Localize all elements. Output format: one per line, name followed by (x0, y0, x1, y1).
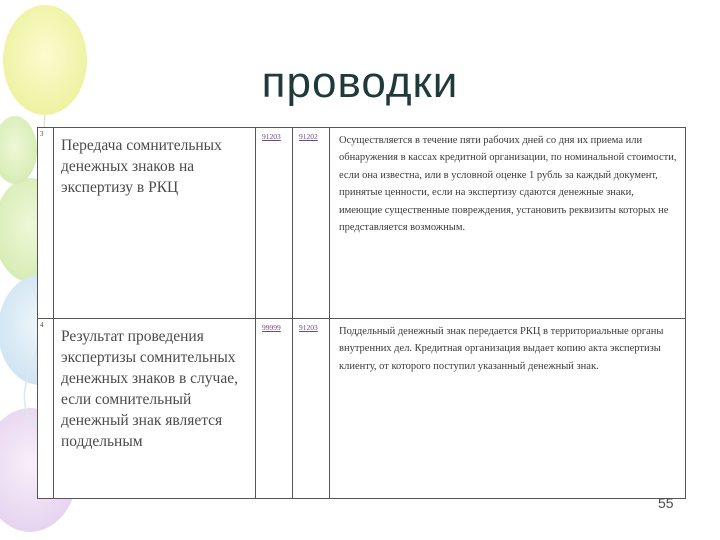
slide-title: проводки (261, 58, 459, 107)
page-number: 55 (658, 495, 674, 511)
row-number: 3 (38, 128, 54, 319)
operation-note: Поддельный денежный знак передается РКЦ в территориальные органы внутренних дел. Кредитная организация выдает копию акта экспертизы клиенту, от которого поступил указанный денежный знак. (330, 319, 686, 499)
debit-account-cell (256, 128, 293, 319)
table-row (38, 319, 686, 499)
credit-account-cell (293, 128, 330, 319)
operation-note: Осуществляется в течение пяти рабочих дней со дня их приема или обнаружения в кассах кредитной организации, по номинальной стоимости, если она известна, или в условной оценке 1 рубль за каждый документ, принятые ценности, если на экспертизу сдаются денежные знаки, имеющие существенные повреждения, установить реквизиты которых не представляется возможным. (330, 128, 686, 319)
row-number: 4 (38, 319, 54, 499)
credit-account-cell (293, 319, 330, 499)
operation-description: Передача сомнительных денежных знаков на экспертизу в РКЦ (54, 128, 256, 319)
postings-table (37, 127, 686, 499)
operation-description: Результат проведения экспертизы сомнительных денежных знаков в случае, если сомнительный денежный знак является поддельным (54, 319, 256, 499)
credit-account-link[interactable]: 91203 (299, 323, 318, 332)
debit-account-link[interactable]: 99999 (262, 323, 281, 332)
table-row (38, 128, 686, 319)
balloon-green-2 (0, 116, 37, 184)
debit-account-cell (256, 319, 293, 499)
credit-account-link[interactable]: 91202 (299, 132, 318, 141)
debit-account-link[interactable]: 91203 (262, 132, 281, 141)
